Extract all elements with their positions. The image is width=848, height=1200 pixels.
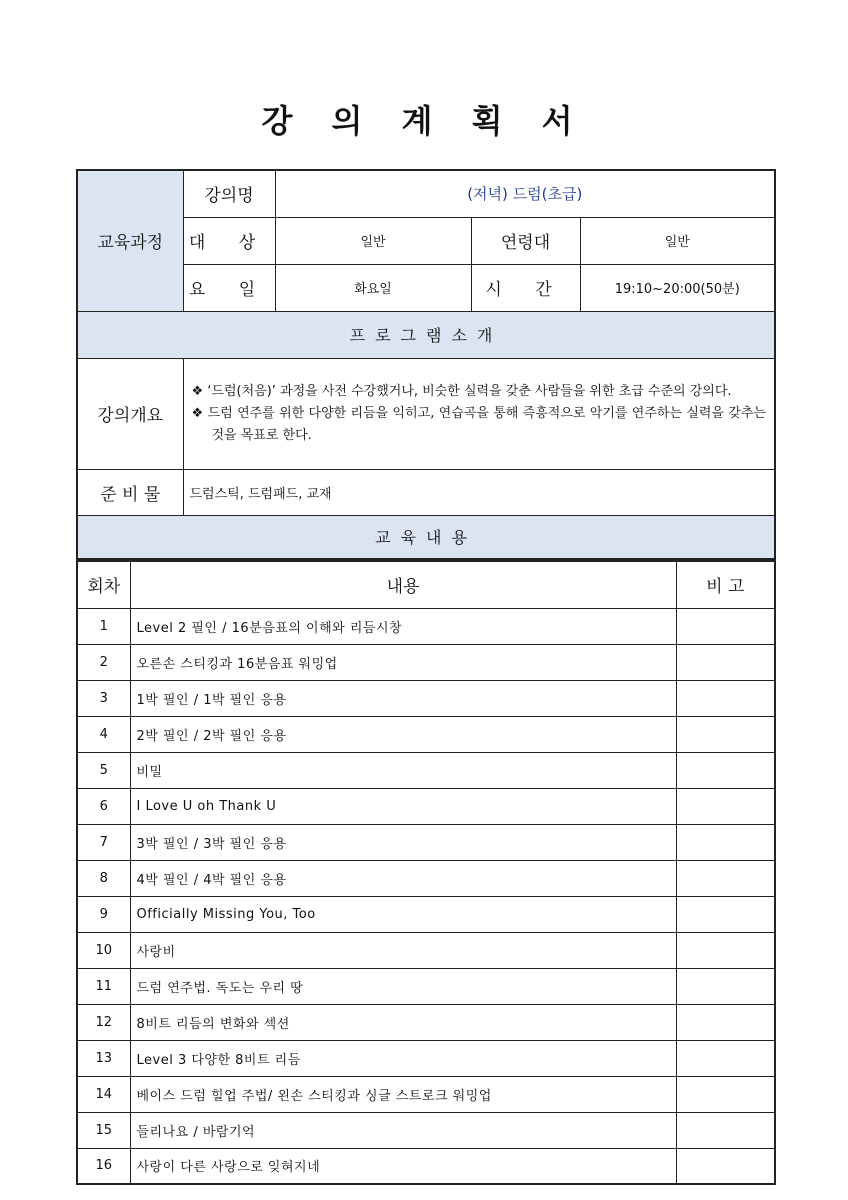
table-row xyxy=(77,824,775,860)
session-content: 사랑이 다른 사랑으로 잊혀지네 xyxy=(130,1148,676,1184)
day-label: 요 일 xyxy=(183,264,275,311)
session-content: 오른손 스티킹과 16분음표 워밍업 xyxy=(130,644,676,680)
target-value: 일반 xyxy=(275,217,471,264)
session-note xyxy=(676,716,775,752)
session-number: 16 xyxy=(77,1148,130,1184)
age-label: 연령대 xyxy=(471,217,580,264)
age-value: 일반 xyxy=(580,217,775,264)
day-value: 화요일 xyxy=(275,264,471,311)
session-content: 비밀 xyxy=(130,752,676,788)
overview-item: ❖ 드럼 연주를 위한 다양한 리듬을 익히고, 연습곡을 통해 즉흥적으로 악기를 연주하는 실력을 갖추는 것을 목표로 한다. xyxy=(191,405,766,443)
session-note xyxy=(676,1004,775,1040)
session-note xyxy=(676,1040,775,1076)
session-note xyxy=(676,680,775,716)
note-header: 비 고 xyxy=(676,561,775,608)
session-note xyxy=(676,608,775,644)
overview-label: 강의개요 xyxy=(77,358,183,469)
diamond-bullet-icon: ❖ xyxy=(191,383,208,399)
session-number: 14 xyxy=(77,1076,130,1112)
table-row xyxy=(77,968,775,1004)
target-label: 대 상 xyxy=(183,217,275,264)
session-number: 7 xyxy=(77,824,130,860)
program-intro-header: 프로그램소개 xyxy=(77,311,775,358)
session-number: 13 xyxy=(77,1040,130,1076)
table-row xyxy=(77,716,775,752)
session-content: 1박 필인 / 1박 필인 응용 xyxy=(130,680,676,716)
table-row xyxy=(77,752,775,788)
session-number: 5 xyxy=(77,752,130,788)
session-number: 1 xyxy=(77,608,130,644)
course-info-table xyxy=(76,169,776,560)
session-content: 8비트 리듬의 변화와 섹션 xyxy=(130,1004,676,1040)
materials-label: 준 비 물 xyxy=(77,469,183,515)
session-number: 2 xyxy=(77,644,130,680)
course-name-label: 강의명 xyxy=(183,170,275,217)
table-row xyxy=(77,608,775,644)
session-note xyxy=(676,644,775,680)
session-content: 3박 필인 / 3박 필인 응용 xyxy=(130,824,676,860)
session-number: 8 xyxy=(77,860,130,896)
session-note xyxy=(676,1112,775,1148)
session-header: 회차 xyxy=(77,561,130,608)
table-row xyxy=(77,644,775,680)
table-row xyxy=(77,1040,775,1076)
content-column-header: 내용 xyxy=(130,561,676,608)
session-number: 9 xyxy=(77,896,130,932)
session-note xyxy=(676,1076,775,1112)
session-note xyxy=(676,896,775,932)
schedule-table xyxy=(76,560,776,1185)
table-row xyxy=(77,932,775,968)
session-number: 6 xyxy=(77,788,130,824)
session-content: Level 3 다양한 8비트 리듬 xyxy=(130,1040,676,1076)
session-number: 3 xyxy=(77,680,130,716)
session-number: 10 xyxy=(77,932,130,968)
table-row xyxy=(77,788,775,824)
session-content: 사랑비 xyxy=(130,932,676,968)
diamond-bullet-icon: ❖ xyxy=(191,405,208,421)
session-content: 드럼 연주법. 독도는 우리 땅 xyxy=(130,968,676,1004)
session-note xyxy=(676,932,775,968)
time-label: 시 간 xyxy=(471,264,580,311)
session-note xyxy=(676,860,775,896)
session-content: 베이스 드럼 힐업 주법/ 왼손 스티킹과 싱글 스트로크 워밍업 xyxy=(130,1076,676,1112)
page-title: 강 의 계 획 서 xyxy=(261,102,587,140)
overview-item: ❖ ‘드럼(처음)’ 과정을 사전 수강했거나, 비슷한 실력을 갖춘 사람들을 위한 초급 수준의 강의다. xyxy=(191,383,732,399)
table-row xyxy=(77,1112,775,1148)
session-content: 들리나요 / 바람기억 xyxy=(130,1112,676,1148)
session-content: 2박 필인 / 2박 필인 응용 xyxy=(130,716,676,752)
content-header: 교육내용 xyxy=(77,515,775,559)
table-row xyxy=(77,1076,775,1112)
session-number: 15 xyxy=(77,1112,130,1148)
overview-content xyxy=(183,358,775,469)
session-note xyxy=(676,824,775,860)
session-note xyxy=(676,1148,775,1184)
session-number: 12 xyxy=(77,1004,130,1040)
table-row xyxy=(77,860,775,896)
session-content: I Love U oh Thank U xyxy=(130,788,676,824)
course-name-value: (저녁) 드럼(초급) xyxy=(275,170,775,217)
session-number: 11 xyxy=(77,968,130,1004)
session-number: 4 xyxy=(77,716,130,752)
time-value: 19:10~20:00(50분) xyxy=(580,264,775,311)
table-row xyxy=(77,680,775,716)
session-note xyxy=(676,968,775,1004)
table-row xyxy=(77,1148,775,1184)
materials-value: 드럼스틱, 드럼패드, 교재 xyxy=(183,469,775,515)
session-note xyxy=(676,752,775,788)
course-section-label: 교육과정 xyxy=(77,170,183,311)
table-row xyxy=(77,896,775,932)
table-row xyxy=(77,1004,775,1040)
session-note xyxy=(676,788,775,824)
session-content: 4박 필인 / 4박 필인 응용 xyxy=(130,860,676,896)
session-content: Level 2 필인 / 16분음표의 이해와 리듬시창 xyxy=(130,608,676,644)
session-content: Officially Missing You, Too xyxy=(130,896,676,932)
